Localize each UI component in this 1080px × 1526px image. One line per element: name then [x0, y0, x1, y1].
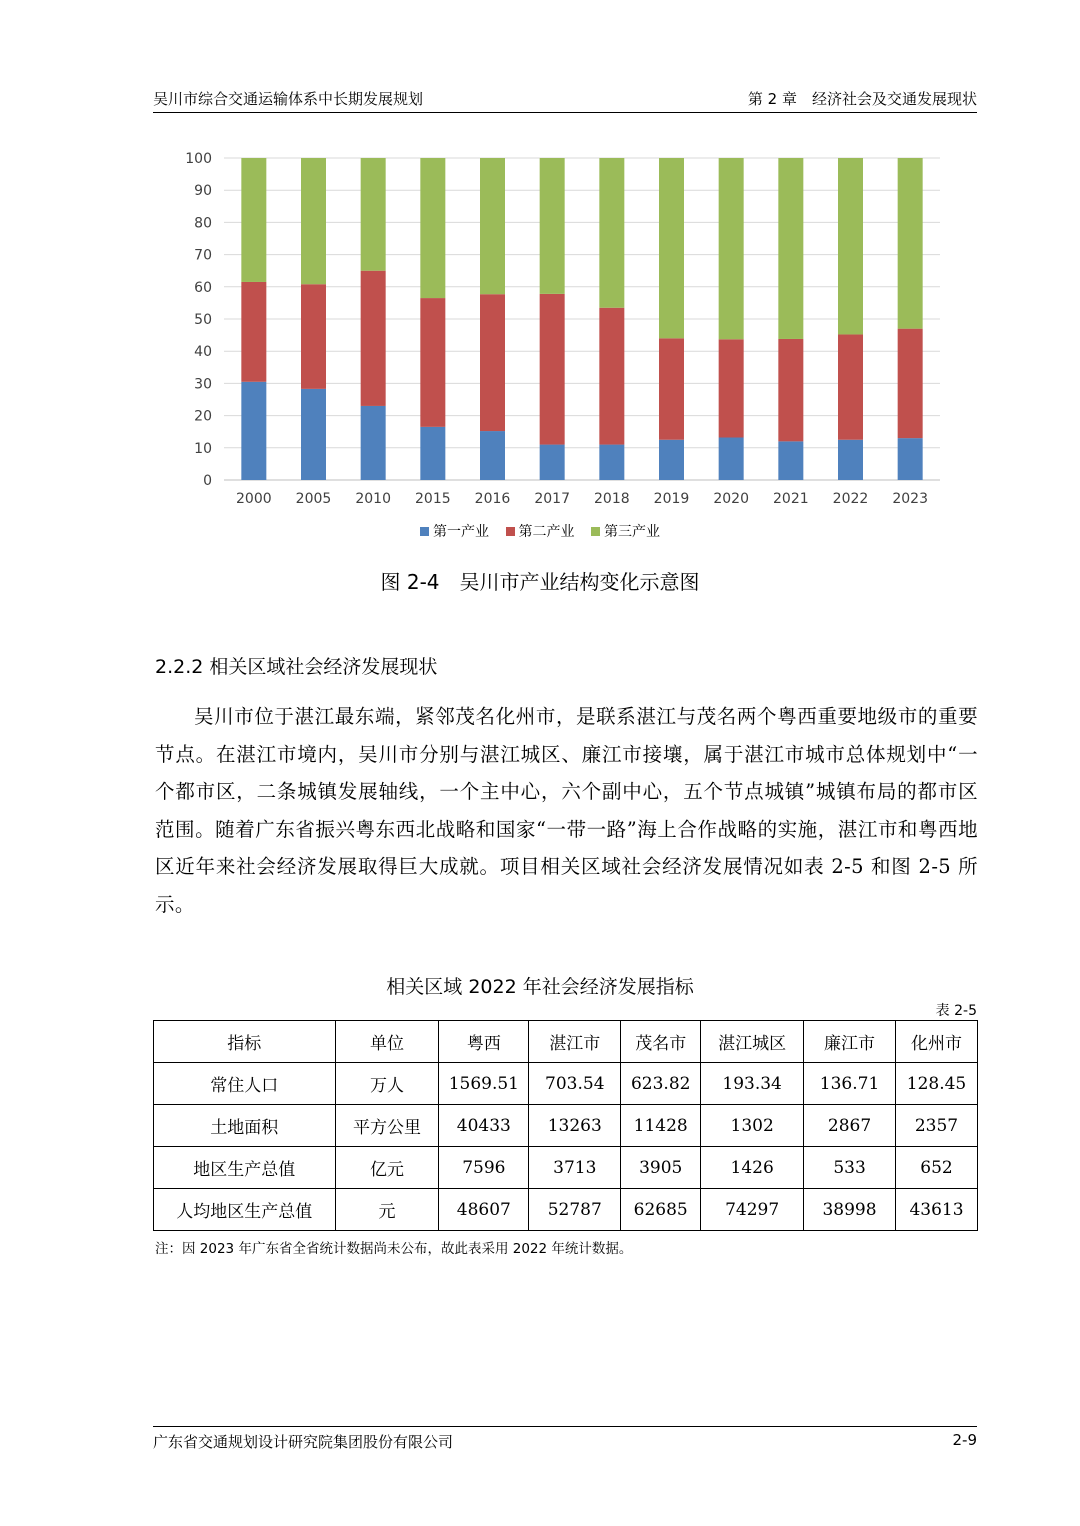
- table-cell: 万人: [335, 1063, 439, 1105]
- y-tick-label: 90: [194, 183, 212, 200]
- table-cell: 703.54: [529, 1063, 621, 1105]
- bar-secondary-industry-2017: [540, 294, 565, 445]
- column-header: 湛江城区: [701, 1021, 804, 1063]
- bar-primary-industry-2020: [719, 437, 744, 480]
- table-cell: 1426: [701, 1147, 804, 1189]
- bar-secondary-industry-2023: [898, 329, 923, 438]
- bar-tertiary-industry-2018: [599, 158, 624, 308]
- legend-item-secondary: [506, 521, 575, 541]
- bar-secondary-industry-2020: [719, 339, 744, 437]
- table-number: 表 2-5: [935, 1003, 977, 1019]
- x-tick-label: 2005: [295, 491, 332, 507]
- x-tick-label: 2021: [773, 491, 809, 507]
- section-heading: 2.2.2 相关区域社会经济发展现状: [155, 656, 438, 678]
- table-cell: 652: [896, 1147, 978, 1189]
- table-cell: 3713: [529, 1147, 621, 1189]
- x-tick-label: 2010: [355, 491, 391, 507]
- bar-primary-industry-2022: [838, 440, 863, 480]
- bar-tertiary-industry-2020: [719, 158, 744, 339]
- table-cell: 亿元: [335, 1147, 439, 1189]
- table-cell: 128.45: [896, 1063, 978, 1105]
- table-row: [154, 1147, 978, 1189]
- bar-tertiary-industry-2000: [241, 158, 266, 282]
- table-cell: 74297: [701, 1189, 804, 1231]
- table-cell: 人均地区生产总值: [154, 1189, 336, 1231]
- y-tick-label: 30: [194, 376, 212, 393]
- column-header: 化州市: [896, 1021, 978, 1063]
- x-tick-label: 2023: [892, 491, 928, 507]
- column-header: 茂名市: [621, 1021, 701, 1063]
- table-cell: 地区生产总值: [154, 1147, 336, 1189]
- table-cell: 7596: [439, 1147, 529, 1189]
- footer-rule: [153, 1426, 977, 1427]
- page-number: 2-9: [952, 1431, 977, 1449]
- legend-label-primary: 第一产业: [433, 524, 490, 540]
- column-header: 湛江市: [529, 1021, 621, 1063]
- table-row: [154, 1105, 978, 1147]
- table-cell: 平方公里: [335, 1105, 439, 1147]
- legend-label-tertiary: 第三产业: [603, 524, 660, 540]
- bar-tertiary-industry-2005: [301, 158, 326, 284]
- table-row: [154, 1189, 978, 1231]
- legend-swatch-secondary: [506, 527, 515, 536]
- x-tick-label: 2020: [713, 491, 749, 507]
- body-paragraph: 吴川市位于湛江最东端，紧邻茂名化州市，是联系湛江与茂名两个粤西重要地级市的重要节点。在湛江市境内，吴川市分别与湛江城区、廉江市接壤，属于湛江市城市总体规划中“一个都市区，二条城镇发展轴线，一个主中心，六个副中心，五个节点城镇”城镇布局的都市区范围。随着广东省振兴粤东西北战略和国家“一带一路”海上合作战略的实施，湛江市和粤西地区近年来社会经济发展取得巨大成就。项目相关区域社会经济发展情况如表 2-5 和图 2-5 所示。: [155, 705, 978, 916]
- bar-primary-industry-2019: [659, 440, 684, 480]
- bar-primary-industry-2023: [898, 438, 923, 480]
- bar-primary-industry-2005: [301, 389, 326, 480]
- column-header: 粤西: [439, 1021, 529, 1063]
- figure-caption: 图 2-4 吴川市产业结构变化示意图: [380, 570, 700, 594]
- table-cell: 11428: [621, 1105, 701, 1147]
- x-tick-label: 2022: [832, 491, 869, 507]
- bar-primary-industry-2000: [241, 382, 266, 480]
- bar-secondary-industry-2021: [778, 339, 803, 441]
- table-cell: 13263: [529, 1105, 621, 1147]
- table-cell: 1569.51: [439, 1063, 529, 1105]
- x-tick-label: 2018: [594, 491, 630, 507]
- header-chapter-title: 第 2 章 经济社会及交通发展现状: [747, 90, 977, 108]
- table-title: 相关区域 2022 年社会经济发展指标: [386, 976, 694, 998]
- column-header: 指标: [154, 1021, 336, 1063]
- footer-organization: 广东省交通规划设计研究院集团股份有限公司: [153, 1433, 454, 1451]
- table-header-row: [154, 1021, 978, 1063]
- bar-secondary-industry-2019: [659, 338, 684, 439]
- y-tick-label: 60: [194, 279, 212, 296]
- y-tick-label: 10: [194, 440, 212, 457]
- x-tick-label: 2017: [534, 491, 570, 507]
- table-cell: 40433: [439, 1105, 529, 1147]
- bar-primary-industry-2017: [540, 445, 565, 480]
- table-note: 注：因 2023 年广东省全省统计数据尚未公布，故此表采用 2022 年统计数据。: [155, 1241, 633, 1257]
- y-tick-label: 0: [203, 473, 212, 489]
- table-cell: 常住人口: [154, 1063, 336, 1105]
- bar-tertiary-industry-2019: [659, 158, 684, 338]
- bar-secondary-industry-2022: [838, 334, 863, 439]
- legend-swatch-tertiary: [591, 527, 600, 536]
- table-cell: 2357: [896, 1105, 978, 1147]
- table-cell: 43613: [896, 1189, 978, 1231]
- table-cell: 62685: [621, 1189, 701, 1231]
- legend-item-primary: [420, 521, 489, 541]
- bar-primary-industry-2015: [420, 427, 445, 480]
- table-cell: 1302: [701, 1105, 804, 1147]
- bar-secondary-industry-2016: [480, 294, 505, 431]
- bar-primary-industry-2016: [480, 431, 505, 480]
- table-cell: 38998: [804, 1189, 896, 1231]
- x-tick-label: 2016: [474, 491, 511, 507]
- y-tick-label: 100: [185, 151, 212, 167]
- table-cell: 土地面积: [154, 1105, 336, 1147]
- bar-tertiary-industry-2023: [898, 158, 923, 329]
- bar-tertiary-industry-2016: [480, 158, 505, 294]
- bar-tertiary-industry-2017: [540, 158, 565, 294]
- column-header: 廉江市: [804, 1021, 896, 1063]
- bar-secondary-industry-2015: [420, 298, 445, 427]
- bar-tertiary-industry-2015: [420, 158, 445, 298]
- industry-structure-chart: [150, 140, 950, 515]
- y-tick-label: 20: [194, 408, 212, 425]
- legend-label-secondary: 第二产业: [518, 524, 575, 540]
- table-cell: 元: [335, 1189, 439, 1231]
- y-tick-label: 50: [194, 312, 212, 328]
- bar-secondary-industry-2005: [301, 284, 326, 389]
- y-tick-label: 70: [194, 247, 212, 264]
- chart-legend: [0, 521, 1080, 541]
- bar-primary-industry-2018: [599, 445, 624, 480]
- table-cell: 3905: [621, 1147, 701, 1189]
- table-row: [154, 1063, 978, 1105]
- bar-secondary-industry-2000: [241, 282, 266, 382]
- table-cell: 623.82: [621, 1063, 701, 1105]
- x-tick-label: 2015: [415, 491, 451, 507]
- table-cell: 193.34: [701, 1063, 804, 1105]
- table-cell: 52787: [529, 1189, 621, 1231]
- legend-swatch-primary: [420, 527, 429, 536]
- bar-tertiary-industry-2021: [778, 158, 803, 339]
- table-cell: 533: [804, 1147, 896, 1189]
- table-cell: 48607: [439, 1189, 529, 1231]
- bar-primary-industry-2010: [361, 406, 386, 480]
- header-document-title: 吴川市综合交通运输体系中长期发展规划: [153, 90, 424, 108]
- page-header: [153, 88, 977, 112]
- bar-tertiary-industry-2010: [361, 158, 386, 271]
- bar-secondary-industry-2018: [599, 308, 624, 445]
- bar-primary-industry-2021: [778, 441, 803, 480]
- x-tick-label: 2019: [653, 491, 690, 507]
- bar-secondary-industry-2010: [361, 271, 386, 406]
- y-tick-label: 80: [194, 215, 212, 232]
- legend-item-tertiary: [591, 521, 660, 541]
- column-header: 单位: [335, 1021, 439, 1063]
- header-rule: [153, 112, 977, 113]
- y-tick-label: 40: [194, 344, 212, 361]
- table-cell: 2867: [804, 1105, 896, 1147]
- economic-indicators-table: [153, 1020, 978, 1231]
- bar-tertiary-industry-2022: [838, 158, 863, 334]
- table-cell: 136.71: [804, 1063, 896, 1105]
- x-tick-label: 2000: [236, 491, 272, 507]
